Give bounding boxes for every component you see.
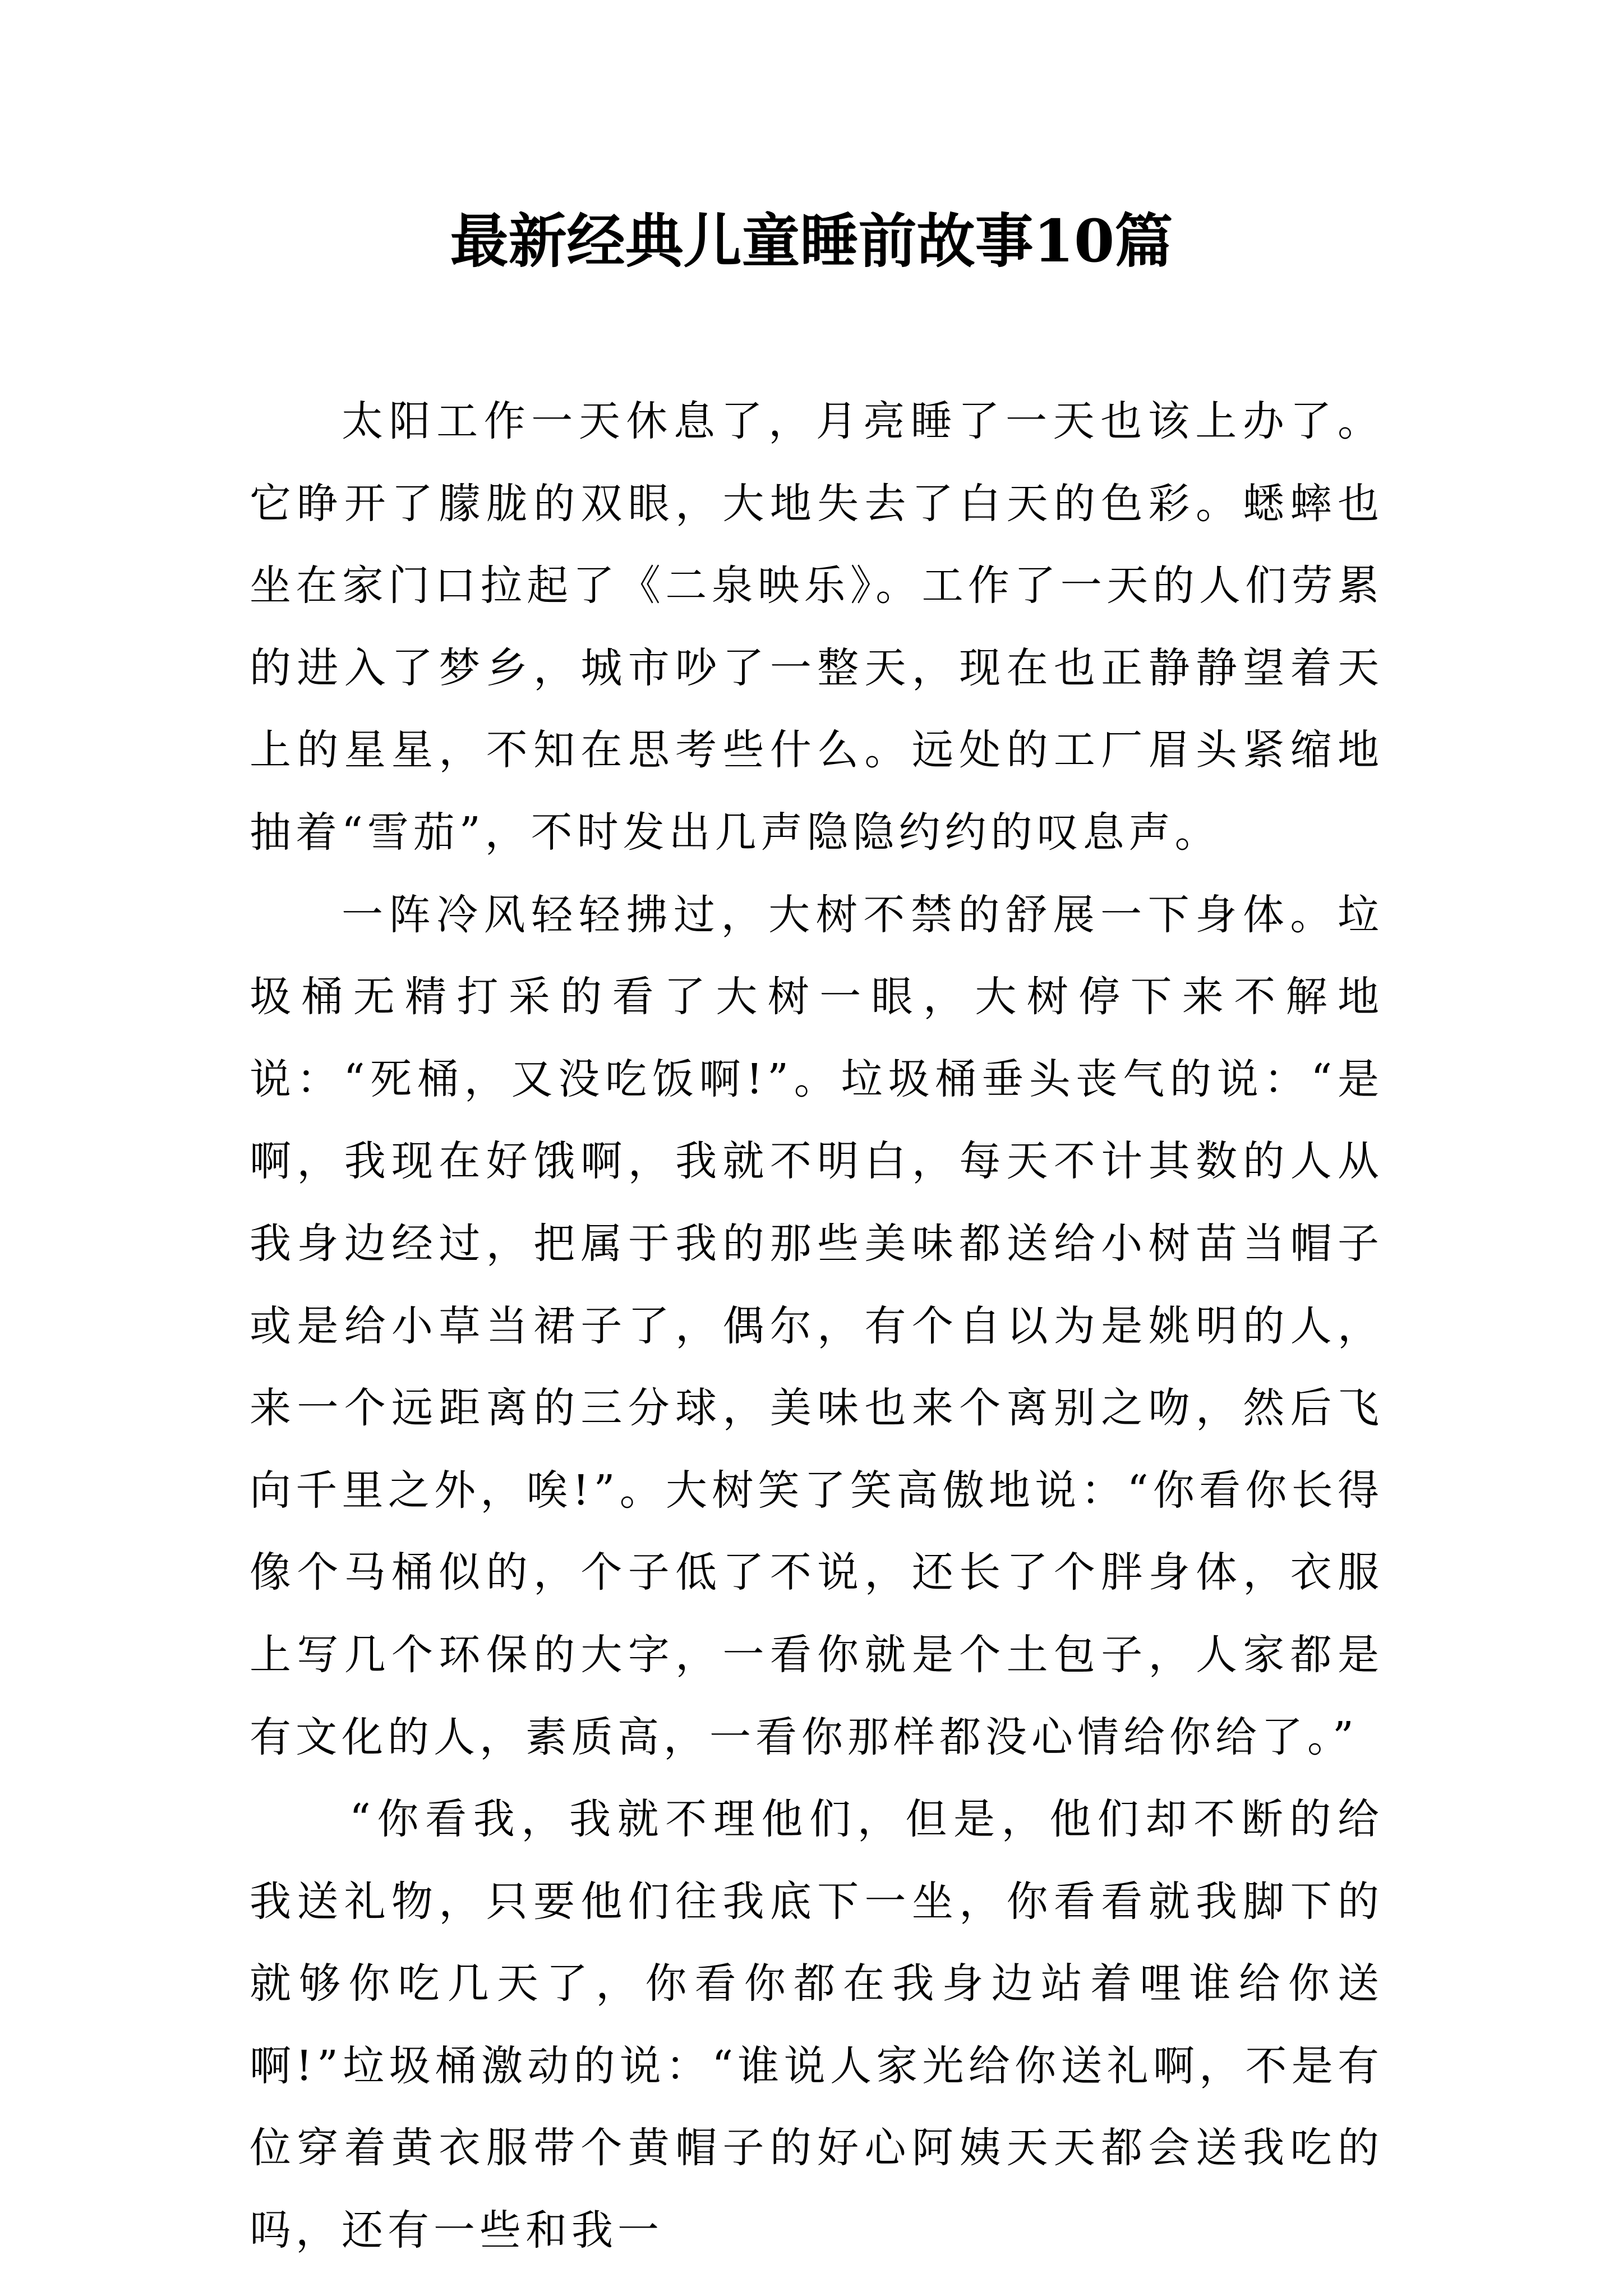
paragraph-1: 太阳工作一天休息了，月亮睡了一天也该上办了。它睁开了朦胧的双眼，大地失去了白天的色彩。蟋蟀也坐在家门口拉起了《二泉映乐》。工作了一天的人们劳累的进入了梦乡，城市吵了一整天，现在也正静静望着天上的星星，不知在思考些什么。远处的工厂眉头紧缩地抽着“雪茄”，不时发出几声隐隐约约的叹息声。: [250, 397, 1384, 857]
paragraph-2: 一阵冷风轻轻拂过，大树不禁的舒展一下身体。垃圾桶无精打采的看了大树一眼，大树停下来不解地说：“死桶，又没吃饭啊!”。垃圾桶垂头丧气的说：“是啊，我现在好饿啊，我就不明白，每天不计其数的人从我身边经过，把属于我的那些美味都送给小树苗当帽子或是给小草当裙子了，偶尔，有个自以为是姚明的人，来一个远距离的三分球，美味也来个离别之吻，然后飞向千里之外，唉!”。大树笑了笑高傲地说：“你看你长得像个马桶似的，个子低了不说，还长了个胖身体，衣服上写几个环保的大字，一看你就是个土包子，人家都是有文化的人，素质高，一看你那样都没心情给你给了。”: [250, 890, 1384, 1761]
document-body: [250, 380, 1384, 2272]
document-title: 最新经典儿童睡前故事10篇: [450, 206, 1173, 275]
paragraph-3: “你看我，我就不理他们，但是，他们却不断的给我送礼物，只要他们往我底下一坐，你看看就我脚下的就够你吃几天了，你看你都在我身边站着哩谁给你送啊!”垃圾桶激动的说：“谁说人家光给你送礼啊，不是有位穿着黄衣服带个黄帽子的好心阿姨天天都会送我吃的吗，还有一些和我一: [250, 1795, 1384, 2255]
